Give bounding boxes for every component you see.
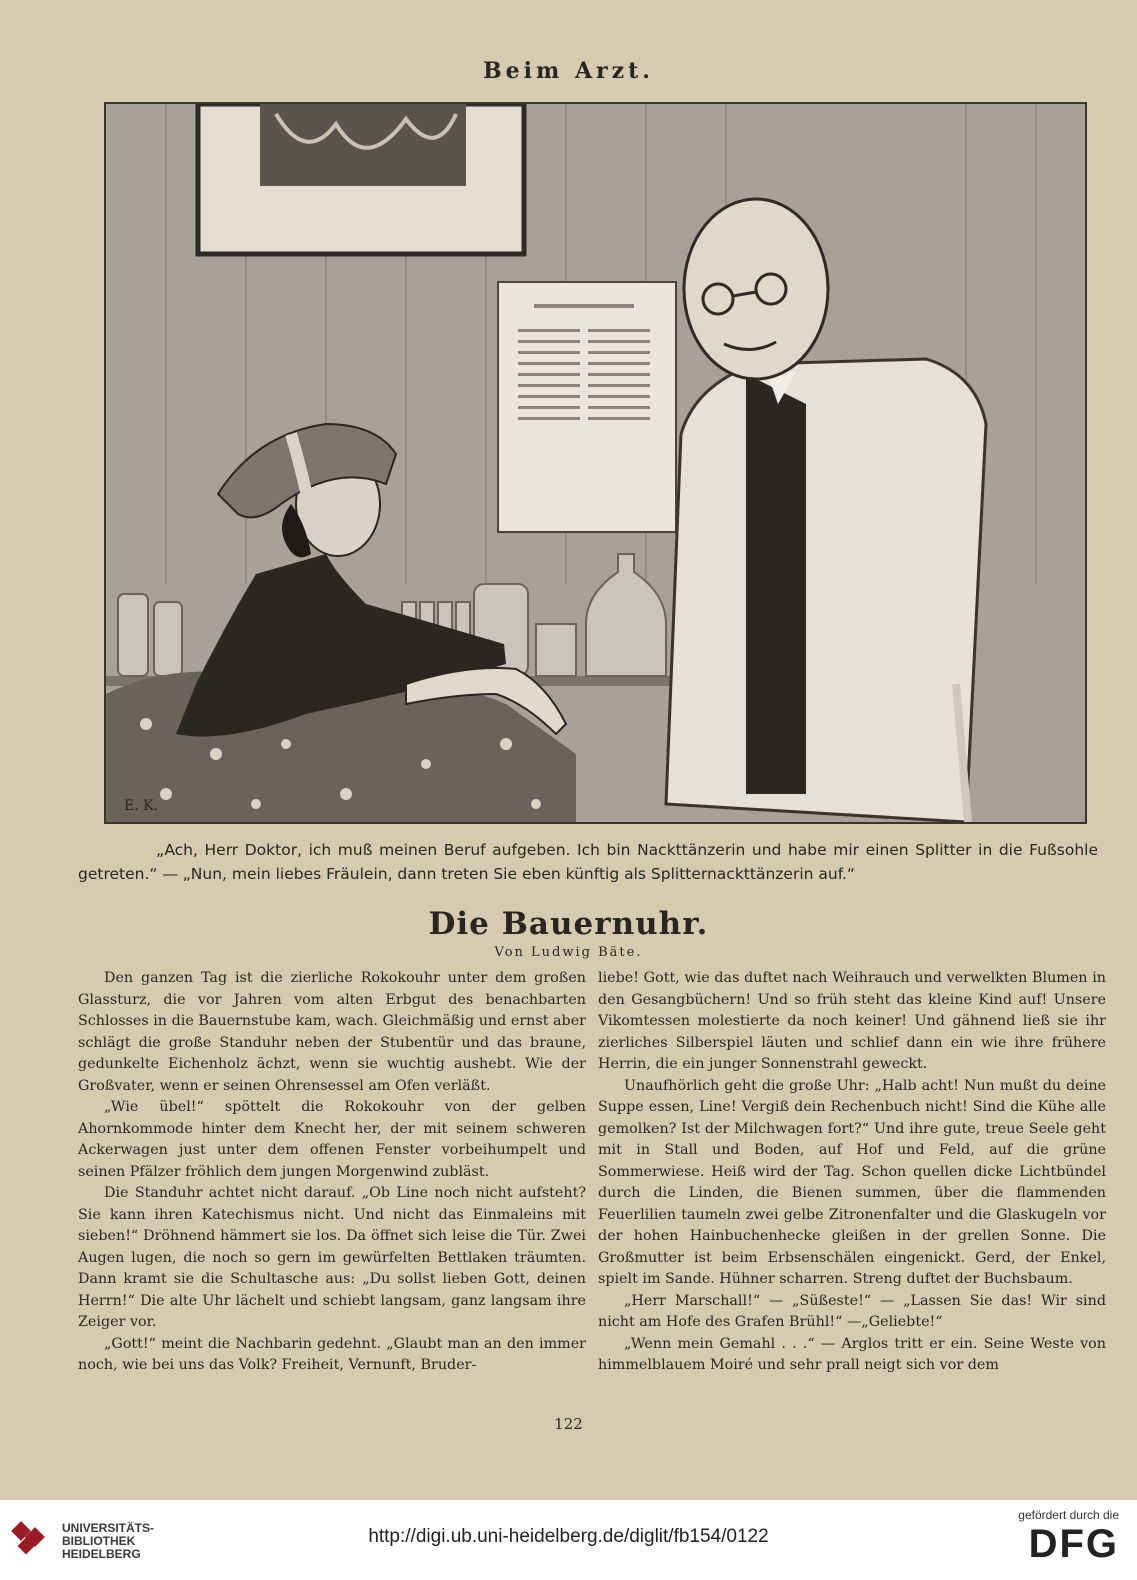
paragraph: Die Standuhr achtet nicht darauf. „Ob Line noch nicht aufsteht? Sie kann ihren Katechismus nicht. Und nicht das Einmaleins mit sieben!“ Dröhnend hämmert sie los. Da öffnet sich leise die Tür. Zwei Augen lugen, die noch so gern im gewürfelten Bettlaken träumten. Dann kramt sie die Schultasche aus: „Du sollst lieben Gott, deinen Herrn!“ Die alte Uhr lächelt und schiebt langsam, ganz langsam ihre Zeiger vor.: [78, 1185, 586, 1330]
paragraph: „Wie übel!“ spöttelt die Rokokouhr von der gelben Ahornkommode hinter dem Knecht her, der mit seinem schweren Ackerwagen just unter dem offenen Fenster vorbeihumpelt und seinen Pfälzer fröhlich dem jungen Morgenwind zubläst.: [78, 1099, 586, 1180]
text-column-right: [598, 968, 1106, 1377]
sponsor-block: [979, 1508, 1119, 1566]
article-byline: Von Ludwig Bäte.: [494, 945, 643, 960]
cartoon-illustration: [104, 102, 1087, 824]
article-title: Die Bauernuhr.: [428, 906, 709, 942]
paragraph: „Wenn mein Gemahl . . .“ — Arglos tritt er ein. Seine Weste von himmelblauem Moiré und sehr prall neigt sich vor dem: [598, 1335, 1106, 1373]
permalink-url[interactable]: http://digi.ub.uni-heidelberg.de/diglit/fb154/0122: [368, 1526, 769, 1547]
running-head: Beim Arzt.: [483, 58, 654, 84]
cartoon-caption: „Ach, Herr Doktor, ich muß meinen Beruf aufgeben. Ich bin Nackttänzerin und habe mir einen Splitter in die Fußsohle getreten.“ — „Nun, mein liebes Fräulein, dann treten Sie eben künftig als Splitternackttänzerin auf.“: [78, 841, 1098, 883]
paragraph: „Gott!“ meint die Nachbarin gedehnt. „Glaubt man an den immer noch, wie bei uns das Volk? Freiheit, Vernunft, Bruder-: [78, 1335, 586, 1373]
sponsor-note: gefördert durch die: [1018, 1508, 1119, 1522]
library-name: UNIVERSITÄTS- BIBLIOTHEK HEIDELBERG: [62, 1521, 155, 1561]
artist-signature: E. K.: [124, 798, 159, 814]
doctor-waistcoat: [746, 374, 806, 794]
picture-artwork: [260, 104, 466, 186]
paragraph-continuation: liebe! Gott, wie das duftet nach Weihrauch und verwelkten Blumen in den Gesangbüchern! Und so früh steht das kleine Kind auf! Unsere Vikomtessen molestierte da noch keiner! Und gähnend ließ sie ihr zierliches Silberspiel läuten und schlief dann ein wie ihre frühere Herrin, die ein junger Sonnenstrahl geweckt.: [598, 970, 1106, 1072]
doctor-coat: [666, 359, 986, 822]
dfg-logo[interactable]: DFG: [1028, 1522, 1119, 1566]
paragraph: Unaufhörlich geht die große Uhr: „Halb acht! Nun mußt du deine Suppe essen, Line! Vergiß dein Rechenbuch nicht! Sind die Kühe alle gemolken? Ist der Milchwagen fort?“ Und ihre gute, treue Seele geht mit in Stall und Boden, auf Hof und Feld, auf die grüne Sommerwiese. Heiß wird der Tag. Schon quellen dicke Lichtbündel durch die Linden, die Bienen summen, über die flammenden Feuerlilien taumeln zwei gelbe Zitronenfalter und die Glaskugeln vor der hohen Hainbuchenhecke gleißen in der grellen Sonne. Die Großmutter ist beim Erbsenschälen eingenickt. Gerd, der Enkel, spielt im Sande. Hühner scharren. Streng duftet der Buchsbaum.: [598, 1077, 1106, 1287]
paragraph: Den ganzen Tag ist die zierliche Rokokouhr unter dem großen Glassturz, die vor Jahren vom alten Erbgut des benachbarten Schlosses in die Bauernstube kam, wach. Gleichmäßig und ernst aber schlägt die große Standuhr neben der Stubentür und das braune, gedunkelte Eichenholz ächzt, wenn sie wuchtig aushebt. Wie der Großvater, wenn er seinen Ohrensessel am Ofen verläßt.: [78, 970, 586, 1094]
page-number: 122: [554, 1415, 583, 1433]
digitization-footer: [0, 1500, 1137, 1580]
text-column-left: [78, 968, 586, 1377]
paragraph: „Herr Marschall!“ — „Süßeste!“ — „Lassen Sie das! Wir sind nicht am Hofe des Grafen Brühl!“ —„Geliebte!“: [598, 1292, 1106, 1330]
